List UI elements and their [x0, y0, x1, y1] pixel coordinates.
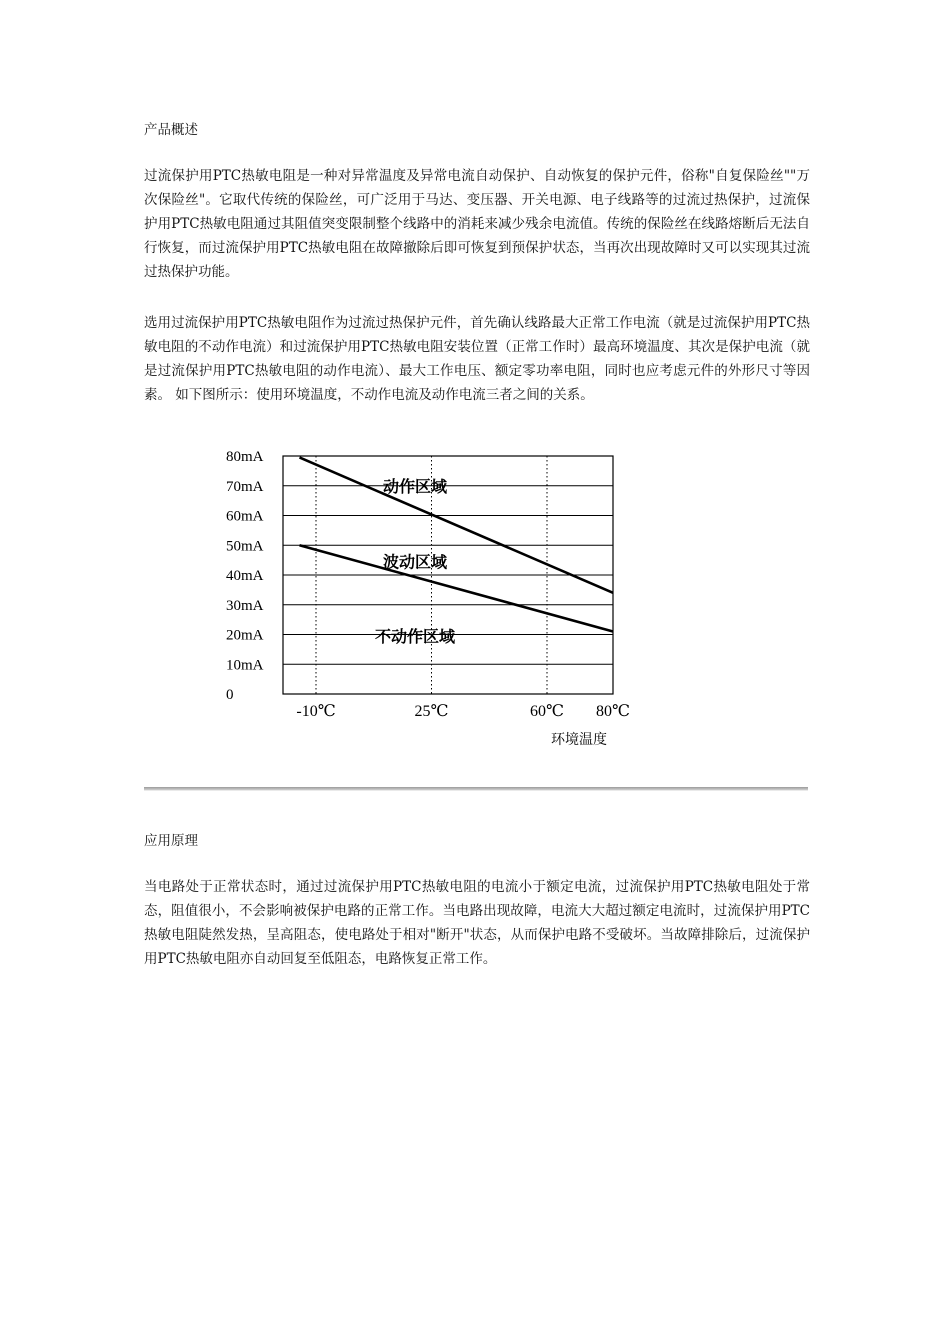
horizontal-divider — [144, 787, 808, 791]
x-axis-label: 环境温度 — [551, 732, 607, 748]
region-label: 波动区域 — [382, 552, 448, 572]
y-tick-label: 0 — [226, 687, 234, 703]
overview-paragraph-1 — [144, 164, 810, 284]
x-tick-label: 60℃ — [530, 703, 564, 720]
overview-paragraph-2-text: 选用过流保护用PTC热敏电阻作为过流过热保护元件，首先确认线路最大正常工作电流（就是过流保护用PTC热敏电阻的不动作电流）和过流保护用PTC热敏电阻安装位置（正常工作时）最高环境温度、其次是保护电流（就是过流保护用PTC热敏电阻的动作电流）、最大工作电压、额定零功率电阻，同时也应考虑元件的外形尺寸等因素。 如下图所示：使用环境温度，不动作电流及动作电流三者之间的关系。 — [144, 315, 810, 403]
overview-paragraph-2 — [144, 311, 810, 407]
x-tick-label: 25℃ — [414, 703, 449, 720]
y-tick-label: 80mA — [226, 449, 264, 465]
y-tick-label: 50mA — [226, 538, 264, 555]
region-label: 不动作区域 — [374, 626, 456, 646]
overview-paragraph-1-text: 过流保护用PTC热敏电阻是一种对异常温度及异常电流自动保护、自动恢复的保护元件，俗称"自复保险丝""万次保险丝"。它取代传统的保险丝，可广泛用于马达、变压器、开关电源、电子线路等的过流过热保护，过流保护用PTC热敏电阻通过其阻值突变限制整个线路中的消耗来减少残余电流值。传统的保险丝在线路熔断后无法自行恢复，而过流保护用PTC热敏电阻在故障撤除后即可恢复到预保护状态，当再次出现故障时又可以实现其过流过热保护功能。 — [144, 168, 810, 280]
section-heading-overview: 产品概述 — [144, 122, 198, 138]
principle-paragraph-text: 当电路处于正常状态时，通过过流保护用PTC热敏电阻的电流小于额定电流，过流保护用PTC热敏电阻处于常态，阻值很小，不会影响被保护电路的正常工作。当电路出现故障，电流大大超过额定电流时，过流保护用PTC热敏电阻陡然发热，呈高阻态，使电路处于相对"断开"状态，从而保护电路不受破坏。当故障排除后，过流保护用PTC热敏电阻亦自动回复至低阻态，电路恢复正常工作。 — [144, 879, 810, 967]
x-tick-label: 80℃ — [596, 703, 630, 720]
principle-paragraph — [144, 875, 810, 971]
x-tick-label: -10℃ — [296, 703, 336, 720]
y-tick-label: 20mA — [226, 627, 264, 644]
chart-grid — [283, 456, 613, 694]
y-tick-label: 40mA — [226, 568, 264, 584]
y-tick-label: 30mA — [226, 597, 264, 614]
ptc-current-temperature-chart — [200, 440, 660, 760]
region-label: 动作区域 — [382, 476, 448, 496]
y-tick-label: 70mA — [226, 478, 264, 495]
y-tick-label: 10mA — [226, 657, 264, 674]
section-heading-principle: 应用原理 — [144, 833, 198, 849]
y-tick-label: 60mA — [226, 508, 264, 525]
